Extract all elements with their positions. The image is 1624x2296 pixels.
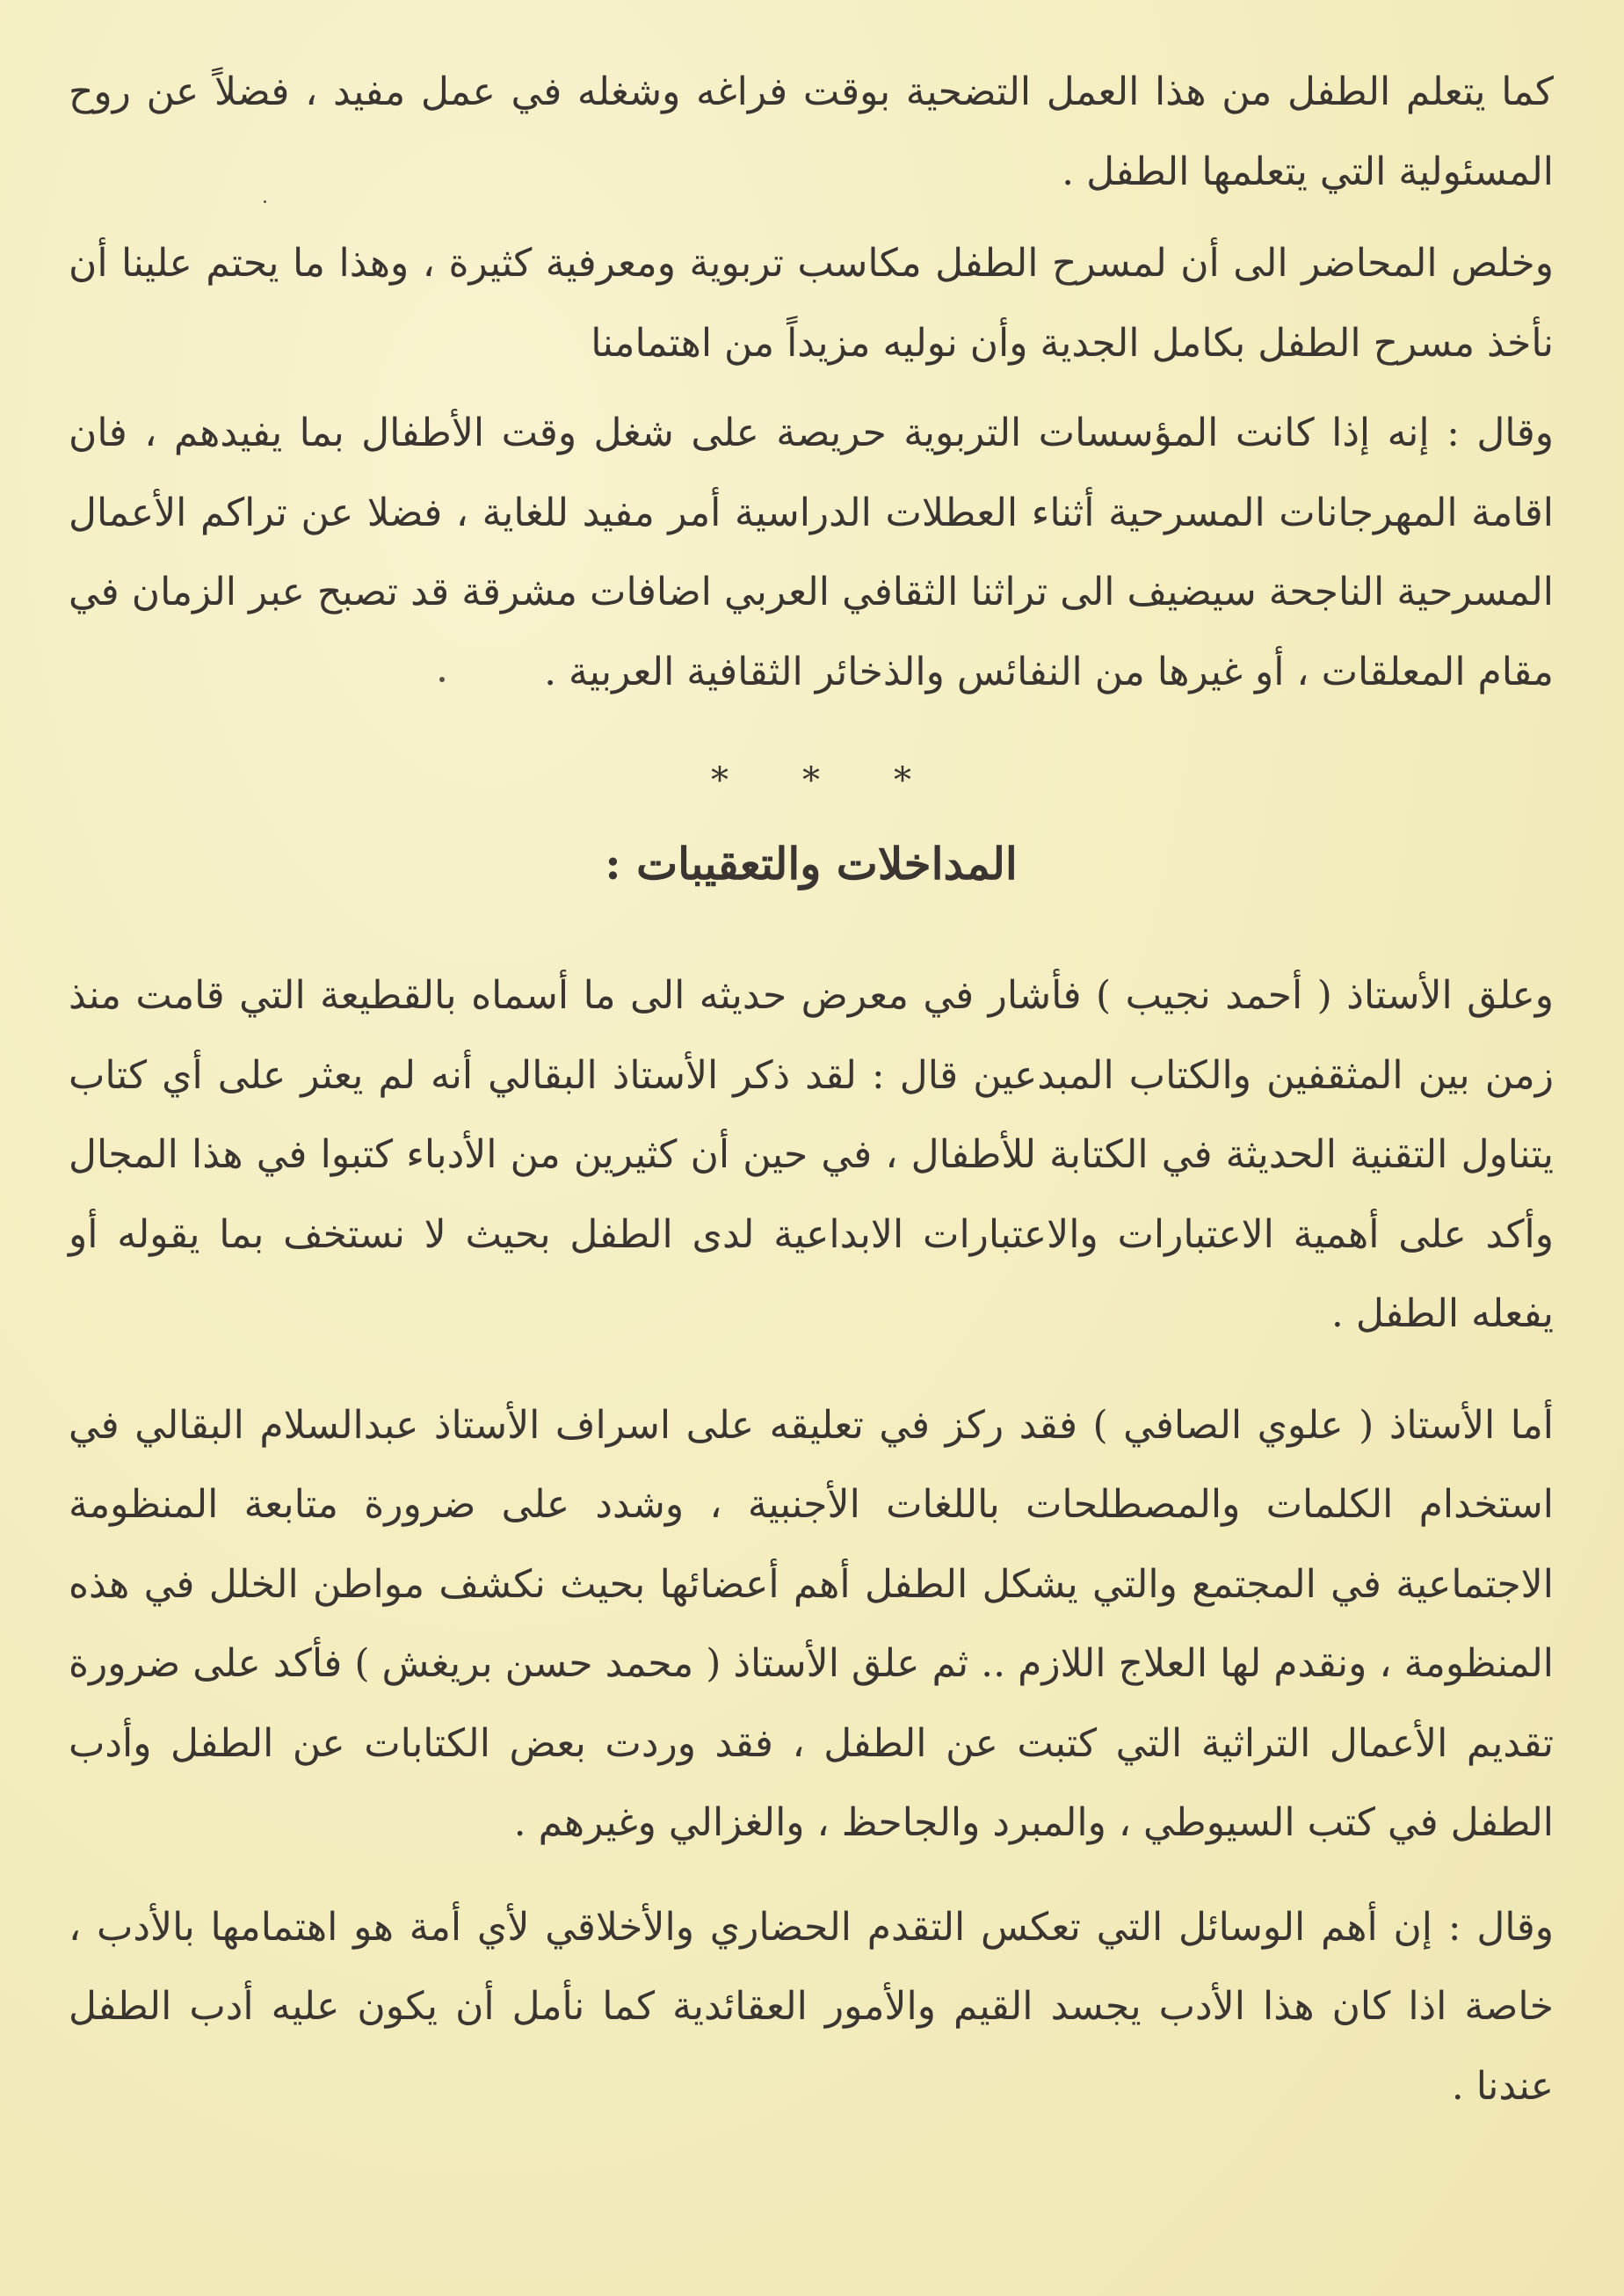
paragraph-alawi-safi: أما الأستاذ ( علوي الصافي ) فقد ركز في تعليقه على اسراف الأستاذ عبدالسلام البقالي في استخدام الكلمات والمصطلحات باللغات الأجنبية ، وشدد على ضرورة متابعة المنظومة الاجتماعية في المجتمع والتي يشكل الطفل أهم أعضائها بحيث نكشف مواطن الخلل في هذه المنظومة ، ونقدم لها العلاج اللازم .. ثم علق الأستاذ ( محمد حسن بريغش ) فأكد على ضرورة تقديم الأعمال التراثية التي كتبت عن الطفل ، فقد وردت بعض الكتابات عن الطفل وأدب الطفل في كتب السيوطي ، والمبرد والجاحظ ، والغزالي وغيرهم . (69, 1402, 1554, 1845)
paragraph-festivals: وقال : إنه إذا كانت المؤسسات التربوية حريصة على شغل وقت الأطفال بما يفيدهم ، فان اقامة المهرجانات المسرحية أثناء العطلات الدراسية أمر مفيد للغاية ، فضلا عن تراكم الأعمال المسرحية الناجحة سيضيف الى تراثنا الثقافي العربي اضافات مشرقة قد تصبح عبر الزمان في مقام المعلقات ، أو غيرها من النفائس والذخائر الثقافية العربية . (69, 411, 1554, 694)
section-separator (69, 760, 1554, 801)
paragraph-ahmed-najib: وعلق الأستاذ ( أحمد نجيب ) فأشار في معرض حديثه الى ما أسماه بالقطيعة التي قامت منذ زمن بين المثقفين والكتاب المبدعين قال : لقد ذكر الأستاذ البقالي أنه لم يعثر على أي كتاب يتناول التقنية الحديثة في الكتابة للأطفال ، في حين أن كثيرين من الأدباء كتبوا في هذا المجال وأكد على أهمية الاعتبارات والاعتبارات الابداعية لدى الطفل بحيث لا نستخف بما يقوله أو يفعله الطفل . (69, 973, 1554, 1336)
paper-speck (439, 677, 445, 682)
paragraph-lecturer-conclusion: وخلص المحاضر الى أن لمسرح الطفل مكاسب تربوية ومعرفية كثيرة ، وهذا ما يحتم علينا أن نأخذ مسرح الطفل بكامل الجدية وأن نوليه مزيداً من اهتمامنا (69, 241, 1555, 366)
separator-star: * (802, 760, 820, 801)
separator-star: * (894, 760, 911, 801)
text-column (69, 53, 1554, 2126)
paper-speck (264, 200, 266, 203)
paragraph-civilizational-progress: وقال : إن أهم الوسائل التي تعكس التقدم الحضاري والأخلاقي لأي أمة هو اهتمامها بالأدب ، خاصة اذا كان هذا الأدب يجسد القيم والأمور العقائدية كما نأمل أن يكون عليه أدب الطفل عندنا . (69, 1904, 1554, 2109)
section-heading: المداخلات والتعقيبات : (605, 838, 1018, 890)
paragraph-child-sacrifice: كما يتعلم الطفل من هذا العمل التضحية بوقت فراغه وشغله في عمل مفيد ، فضلاً عن روح المسئولية التي يتعلمها الطفل . (69, 69, 1554, 194)
separator-star: * (711, 760, 729, 801)
